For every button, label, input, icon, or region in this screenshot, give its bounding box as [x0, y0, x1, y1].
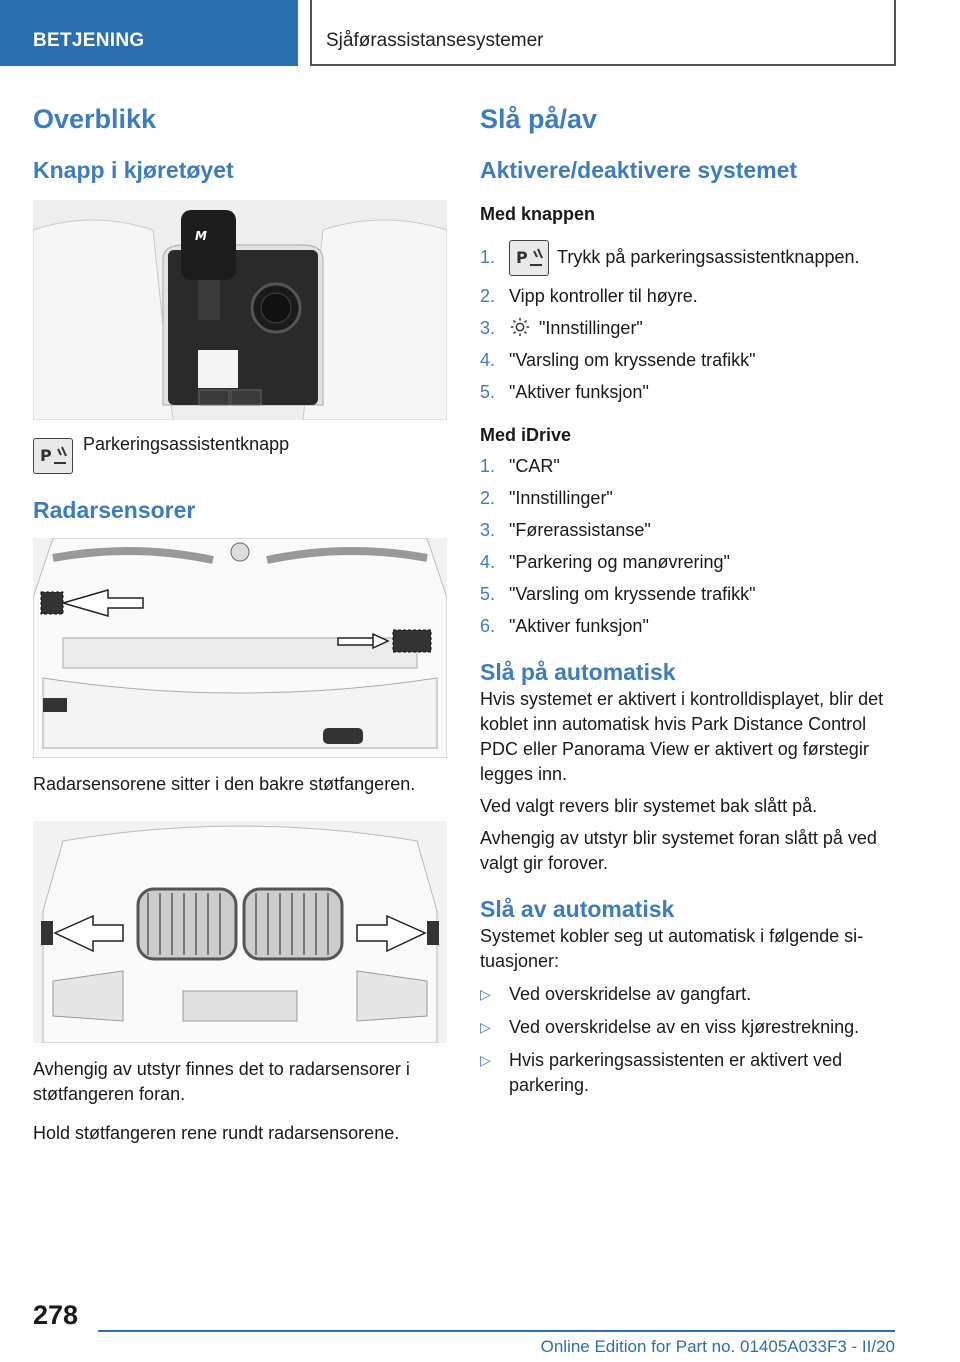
rear-bumper-image: [33, 538, 447, 758]
list-item: 4. "Parkering og manøvrering": [480, 552, 730, 572]
auto-off-heading: Slå av automatisk: [480, 896, 675, 922]
left-column: [33, 100, 447, 1146]
idrive-steps: [480, 454, 896, 639]
button-steps: [480, 239, 896, 405]
list-item: 2. Vipp kontroller til høyre.: [480, 286, 698, 306]
list-item: 3. "Innstillinger": [480, 318, 643, 338]
list-item: 4. "Varsling om kryssende trafikk": [480, 350, 756, 370]
parking-assistant-icon: [509, 240, 549, 276]
list-item: ▷ Ved overskridelse av gangfart.: [480, 982, 896, 1007]
list-item: 5. "Aktiver funksjon": [480, 382, 649, 402]
bullet-icon: ▷: [480, 986, 491, 1002]
clean-sensor-text: Hold støtfangeren rene rundt radarsensorene.: [33, 1123, 400, 1143]
center-console-image: [33, 200, 447, 420]
overview-title: Overblikk: [33, 104, 157, 134]
list-item: 1. P Trykk på parkeringsassistentknappen.: [480, 239, 896, 277]
edition-text: Online Edition for Part no. 01405A033F3 - II/20: [540, 1337, 895, 1356]
chapter-tab: [310, 0, 896, 66]
svg-text:P: P: [516, 248, 528, 268]
list-item: ▷ Hvis parkeringsassistenten er aktivert ved parkering.: [480, 1050, 843, 1095]
chapter-label: Sjåførassistansesystemer: [326, 30, 544, 51]
svg-text:P: P: [40, 446, 52, 465]
on-off-title: Slå på/av: [480, 104, 598, 134]
list-item: 1. "CAR": [480, 456, 560, 476]
with-button-label: Med knappen: [480, 204, 596, 224]
footer-divider: [98, 1330, 895, 1332]
button-caption: Parkeringsassistentknapp: [83, 434, 290, 454]
auto-off-text: Systemet kobler seg ut automatisk i følgende situasjoner:: [480, 926, 864, 971]
bullet-icon: ▷: [480, 1052, 491, 1068]
list-item: ▷ Ved overskridelse av en viss kjørestrekning.: [480, 1015, 896, 1040]
parking-assistant-icon: [33, 438, 73, 474]
bullet-icon: ▷: [480, 1019, 491, 1035]
page-number: 278: [33, 1300, 79, 1330]
section-tab: [0, 0, 298, 66]
button-heading: Knapp i kjøretøyet: [33, 157, 234, 183]
auto-on-text-2: Ved valgt revers blir systemet bak slått på.: [480, 796, 818, 816]
activate-heading: Aktivere/deaktivere systemet: [480, 157, 798, 183]
rear-sensor-text: Radarsensorene sitter i den bakre støtfangeren.: [33, 774, 416, 794]
gear-icon: [509, 316, 531, 338]
list-item: 2. "Innstillinger": [480, 488, 613, 508]
radar-heading: Radarsensorer: [33, 497, 196, 523]
auto-on-text-1: Hvis systemet er aktivert i kontrolldisplayet, blir det koblet inn automatisk hvis Park Distance Control PDC eller Panorama View er aktivert og førstegir legges inn.: [480, 689, 884, 784]
svg-text:M: M: [195, 229, 207, 243]
auto-off-list: [480, 982, 896, 1098]
auto-on-heading: Slå på automatisk: [480, 659, 676, 685]
with-idrive-label: Med iDrive: [480, 425, 572, 445]
list-item: 3. "Førerassistanse": [480, 520, 651, 540]
section-label: BETJENING: [33, 30, 145, 51]
front-bumper-image: [33, 821, 447, 1043]
front-sensor-text: Avhengig av utstyr finnes det to radarsensorer i støtfangeren foran.: [33, 1059, 410, 1104]
list-item: 6. "Aktiver funksjon": [480, 616, 649, 636]
button-legend: [33, 434, 447, 482]
auto-on-text-3: Avhengig av utstyr blir systemet foran slått på ved valgt gir forover.: [480, 828, 877, 873]
list-item: 5. "Varsling om kryssende trafikk": [480, 584, 756, 604]
right-column: [480, 100, 896, 1106]
